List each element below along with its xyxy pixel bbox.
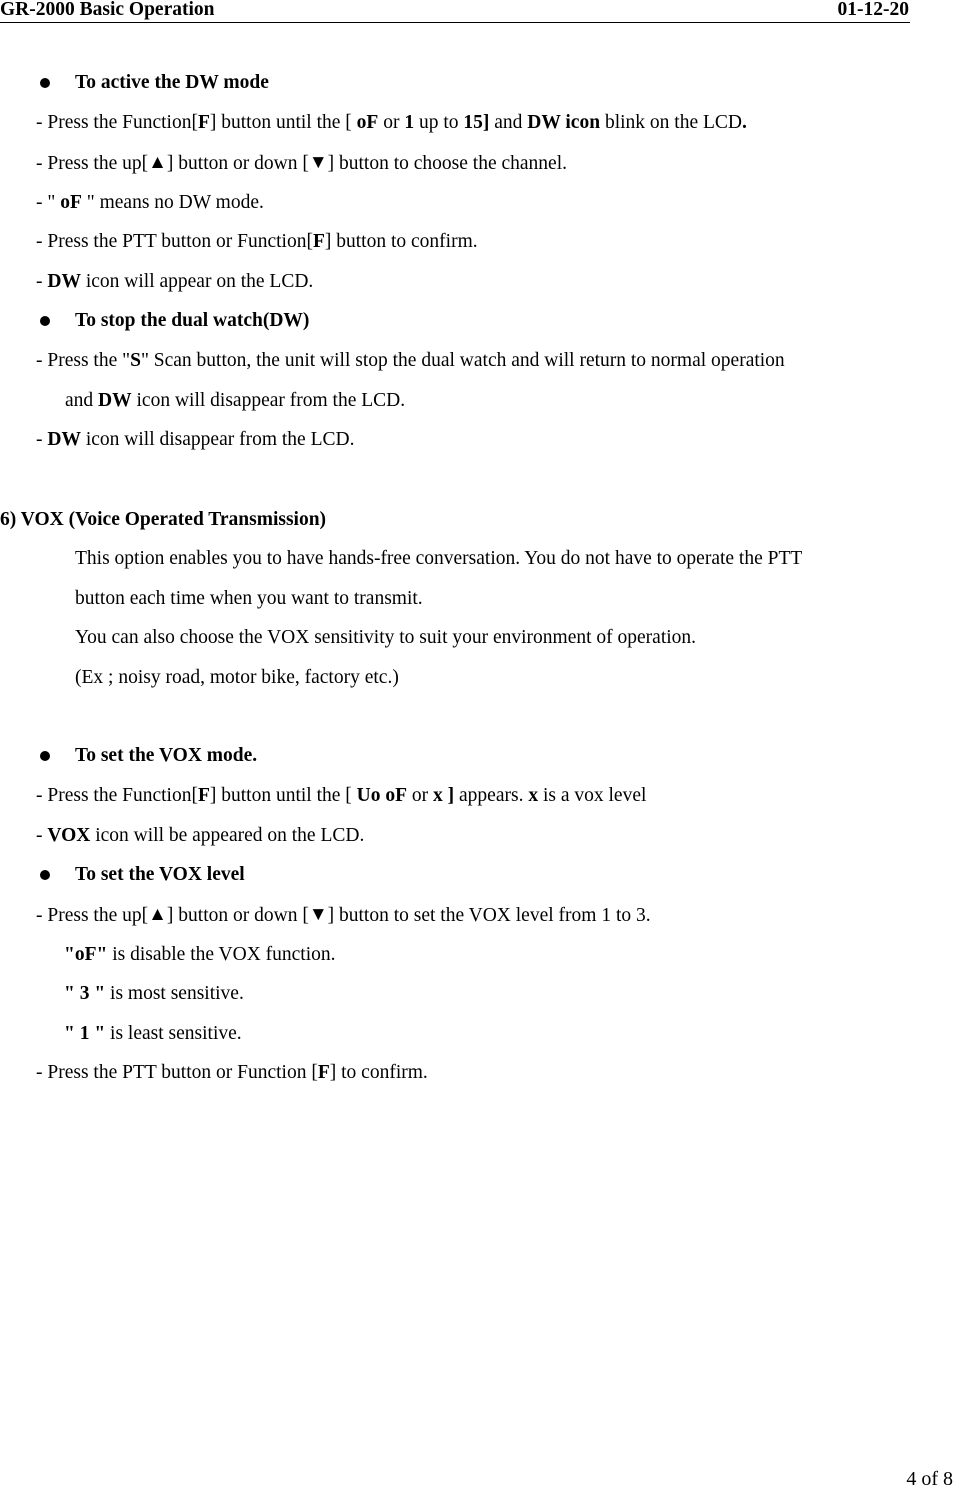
dw-step-3: - " oF " means no DW mode. (36, 192, 264, 213)
vox-level-1: " 1 " is least sensitive. (64, 1023, 242, 1044)
vox-description-line-4: (Ex ; noisy road, motor bike, factory etc.) (75, 667, 399, 688)
stop-step-2: - DW icon will disappear from the LCD. (36, 429, 355, 450)
bullet-icon (40, 751, 50, 761)
dw-step-5: - DW icon will appear on the LCD. (36, 271, 314, 292)
stop-dw-heading: To stop the dual watch(DW) (75, 310, 310, 331)
down-arrow-icon: ▼ (308, 904, 328, 925)
document-title: GR-2000 Basic Operation (0, 0, 215, 20)
up-arrow-icon: ▲ (148, 904, 167, 925)
page-header (0, 0, 910, 23)
vox-level-3: " 3 " is most sensitive. (64, 983, 244, 1004)
set-vox-mode-heading: To set the VOX mode. (75, 745, 258, 766)
set-vox-level-heading: To set the VOX level (75, 864, 245, 885)
vox-description-line-1: This option enables you to have hands-free conversation. You do not have to operate the PTT (75, 548, 803, 569)
bullet-icon (40, 78, 50, 88)
vox-level-step-confirm: - Press the PTT button or Function [F] to confirm. (36, 1062, 428, 1083)
vox-level-step-1: - Press the up[▲] button or down [▼] button to set the VOX level from 1 to 3. (36, 904, 651, 926)
document-date: 01-12-20 (837, 0, 909, 20)
stop-step-1: - Press the "S" Scan button, the unit will stop the dual watch and will return to normal operation (36, 350, 785, 371)
up-arrow-icon: ▲ (148, 152, 167, 173)
dw-step-1: - Press the Function[F] button until the [ oF or 1 up to 15] and DW icon blink on the LCD. (36, 112, 747, 133)
dw-step-4: - Press the PTT button or Function[F] button to confirm. (36, 231, 478, 252)
vox-mode-step-1: - Press the Function[F] button until the [ Uo oF or x ] appears. x is a vox level (36, 785, 647, 806)
page-number: 4 of 8 (906, 1468, 953, 1490)
vox-level-off: "oF" is disable the VOX function. (64, 944, 336, 965)
vox-mode-step-2: - VOX icon will be appeared on the LCD. (36, 825, 365, 846)
dw-step-2: - Press the up[▲] button or down [▼] button to choose the channel. (36, 152, 567, 174)
bullet-icon (40, 870, 50, 880)
vox-description-line-2: button each time when you want to transmit. (75, 588, 423, 609)
stop-step-1-continued: and DW icon will disappear from the LCD. (65, 390, 406, 411)
down-arrow-icon: ▼ (308, 152, 328, 173)
vox-section-title: 6) VOX (Voice Operated Transmission) (0, 509, 327, 530)
dw-mode-heading: To active the DW mode (75, 72, 269, 93)
bullet-icon (40, 316, 50, 326)
vox-description-line-3: You can also choose the VOX sensitivity to suit your environment of operation. (75, 627, 697, 648)
